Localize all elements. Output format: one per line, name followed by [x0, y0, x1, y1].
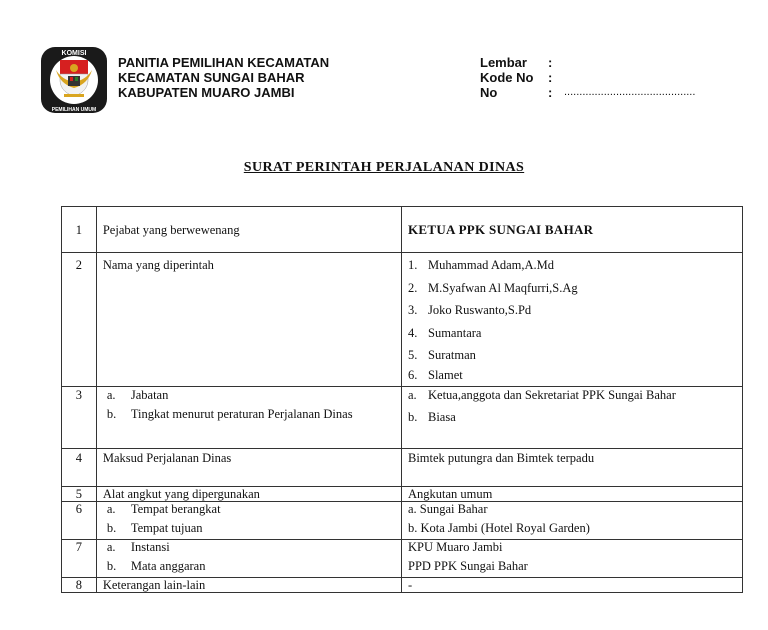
- logo-ring-top: KOMISI: [61, 50, 87, 57]
- table-row: [62, 487, 743, 502]
- table-row: [62, 540, 743, 578]
- row-label: [96, 540, 401, 578]
- ref-label: Lembar: [480, 55, 527, 70]
- sub-label: a. Instansi: [106, 540, 170, 554]
- ref-colon: :: [548, 70, 553, 85]
- row-number: 2: [62, 253, 97, 387]
- table-row: [62, 578, 743, 593]
- name-list: [402, 253, 742, 383]
- table-row: [62, 207, 743, 253]
- table-row: [62, 253, 743, 387]
- list-item: 3. Joko Ruswanto,S.Pd: [408, 303, 532, 317]
- sub-label: b. Tingkat menurut peraturan Perjalanan Dinas: [106, 407, 353, 421]
- list-item: 2. M.Syafwan Al Maqfurri,S.Ag: [408, 280, 578, 295]
- row-number: 1: [62, 207, 97, 253]
- row-value: [402, 502, 743, 540]
- ref-colon: :: [548, 85, 553, 100]
- row-label: Nama yang diperintah: [96, 253, 401, 387]
- table-row: [62, 449, 743, 487]
- sub-value: a. Ketua,anggota dan Sekretariat PPK Sungai Bahar: [408, 388, 676, 402]
- sub-label: b. Mata anggaran: [106, 559, 206, 573]
- row-label: Maksud Perjalanan Dinas: [96, 449, 401, 487]
- kpu-emblem-icon: [40, 46, 108, 114]
- ref-value: ...........................................: [564, 86, 696, 98]
- org-line: KECAMATAN SUNGAI BAHAR: [118, 70, 305, 85]
- ref-colon: :: [548, 55, 553, 70]
- table-row: [62, 387, 743, 449]
- document-title: SURAT PERINTAH PERJALANAN DINAS: [243, 160, 525, 175]
- sub-value: b. Biasa: [408, 410, 456, 424]
- ref-label: Kode No: [480, 70, 534, 85]
- list-item: 4. Sumantara: [408, 325, 482, 340]
- row-number: 6: [62, 502, 97, 540]
- row-label: [96, 387, 401, 449]
- sub-label: b. Tempat tujuan: [106, 521, 203, 535]
- org-line: PANITIA PEMILIHAN KECAMATAN: [118, 55, 330, 70]
- row-value: Angkutan umum: [402, 487, 743, 502]
- row-number: 7: [62, 540, 97, 578]
- table-row: [62, 502, 743, 540]
- sub-value: a. Sungai Bahar: [408, 502, 488, 516]
- organization-heading: [118, 55, 329, 100]
- row-number: 4: [62, 449, 97, 487]
- list-item: 6. Slamet: [408, 367, 463, 382]
- row-value: [402, 540, 743, 578]
- sub-label: a. Tempat berangkat: [106, 502, 221, 516]
- logo-ring-bottom: PEMILIHAN UMUM: [51, 107, 97, 113]
- list-item: 5. Suratman: [408, 348, 476, 362]
- org-line: KABUPATEN MUARO JAMBI: [118, 85, 295, 100]
- row-number: 8: [62, 578, 97, 593]
- row-value: KETUA PPK SUNGAI BAHAR: [402, 207, 743, 253]
- row-value: [402, 387, 743, 449]
- sub-label: a. Jabatan: [106, 388, 169, 402]
- sub-value: b. Kota Jambi (Hotel Royal Garden): [408, 521, 590, 535]
- row-label: Alat angkut yang dipergunakan: [96, 487, 401, 502]
- row-label: Keterangan lain-lain: [96, 578, 401, 593]
- sub-value: KPU Muaro Jambi: [408, 540, 503, 554]
- list-item: 1. Muhammad Adam,A.Md: [408, 258, 555, 272]
- row-label: [96, 502, 401, 540]
- row-number: 3: [62, 387, 97, 449]
- row-value: -: [402, 578, 743, 593]
- sub-value: PPD PPK Sungai Bahar: [408, 559, 528, 573]
- row-value: [402, 253, 743, 387]
- row-value: Bimtek putungra dan Bimtek terpadu: [402, 449, 743, 487]
- travel-order-table: [61, 206, 743, 593]
- row-label: Pejabat yang berwewenang: [96, 207, 401, 253]
- ref-label: No: [480, 85, 498, 100]
- row-number: 5: [62, 487, 97, 502]
